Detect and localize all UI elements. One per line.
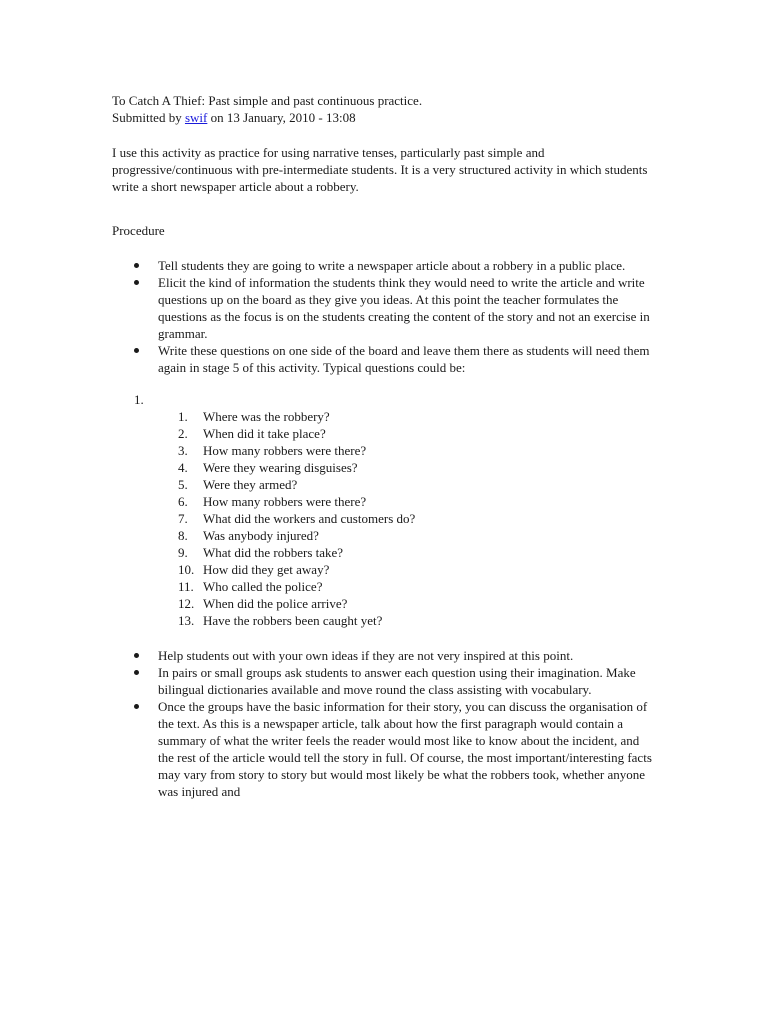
question-item — [178, 595, 718, 612]
question-text: Have the robbers been caught yet? — [203, 613, 383, 628]
question-number: 6. — [178, 494, 188, 509]
author-link[interactable]: swif — [184, 110, 208, 125]
question-number: 8. — [178, 528, 188, 543]
list-item — [112, 698, 652, 800]
question-number: 2. — [178, 426, 188, 441]
question-item — [178, 510, 718, 527]
list-item-text: In pairs or small groups ask students to answer each question using their imagination. Make bilingual dictionaries available and move round the class assisting with vocabulary. — [158, 665, 636, 697]
question-text: Was anybody injured? — [203, 528, 319, 543]
question-number: 13. — [178, 613, 195, 628]
question-text: Who called the police? — [203, 579, 323, 594]
question-text: How many robbers were there? — [203, 443, 367, 458]
question-text: How many robbers were there? — [203, 494, 367, 509]
question-item — [178, 408, 718, 425]
question-text: Were they armed? — [203, 477, 298, 492]
list-item — [112, 257, 652, 274]
list-item-text: Tell students they are going to write a newspaper article about a robbery in a public place. — [158, 258, 626, 273]
questions-list — [178, 408, 718, 629]
question-number: 12. — [178, 596, 195, 611]
question-number: 7. — [178, 511, 188, 526]
list-item — [112, 342, 652, 376]
question-item — [178, 459, 718, 476]
bullet-icon — [134, 348, 139, 353]
question-number: 4. — [178, 460, 188, 475]
page-title: To Catch A Thief: Past simple and past continuous practice. — [112, 93, 423, 108]
list-item-text: Once the groups have the basic information for their story, you can discuss the organisation of the text. As this is a newspaper article, talk about how the first paragraph would contain a summary of what the writer feels the reader would most like to know about the incident, and the rest of the article would tell the story in full. Of course, the most important/interesting facts may vary from story to story but would most likely be what the robbers took, whether anyone was injured and — [158, 699, 652, 799]
question-item — [178, 476, 718, 493]
list-item — [112, 664, 652, 698]
bullet-icon — [134, 704, 139, 709]
question-item — [178, 425, 718, 442]
bullet-icon — [134, 263, 139, 268]
submitted-prefix: Submitted by — [112, 110, 185, 125]
bullet-icon — [134, 653, 139, 658]
list-item — [112, 647, 652, 664]
question-text: What did the workers and customers do? — [203, 511, 416, 526]
document-body — [112, 92, 652, 800]
intro-paragraph: I use this activity as practice for using narrative tenses, particularly past simple and progressive/continuous with pre-intermediate students. It is a very structured activity in which students write a short newspaper article about a robbery. — [112, 145, 648, 194]
question-text: What did the robbers take? — [203, 545, 344, 560]
question-number: 10. — [178, 562, 195, 577]
list-item-text: Write these questions on one side of the board and leave them there as students will need them again in stage 5 of this activity. Typical questions could be: — [158, 343, 650, 375]
question-item — [178, 561, 718, 578]
question-item — [178, 612, 718, 629]
list-item — [112, 274, 652, 342]
question-number: 3. — [178, 443, 188, 458]
question-item — [178, 544, 718, 561]
question-number: 11. — [178, 579, 194, 594]
question-item — [178, 578, 718, 595]
question-item — [178, 493, 718, 510]
question-number: 9. — [178, 545, 188, 560]
question-item — [178, 527, 718, 544]
question-number: 5. — [178, 477, 188, 492]
procedure-heading: Procedure — [112, 223, 165, 238]
question-text: When did the police arrive? — [203, 596, 348, 611]
question-item — [178, 442, 718, 459]
procedure-list — [112, 257, 652, 376]
bullet-icon — [134, 670, 139, 675]
question-text: How did they get away? — [203, 562, 330, 577]
submitted-date: on 13 January, 2010 - 13:08 — [207, 110, 356, 125]
question-text: Where was the robbery? — [203, 409, 330, 424]
outer-numbered-item — [112, 391, 652, 629]
submitted-line — [112, 109, 652, 126]
question-number: 1. — [178, 409, 188, 424]
question-text: Were they wearing disguises? — [203, 460, 358, 475]
list-item-text: Elicit the kind of information the students think they would need to write the article and write questions up on the board as they give you ideas. At this point the teacher formulates the questions as the focus is on the students creating the content of the story and not an exercise in grammar. — [158, 275, 650, 341]
bullet-icon — [134, 280, 139, 285]
later-steps-list — [112, 647, 652, 800]
question-text: When did it take place? — [203, 426, 326, 441]
outer-number: 1. — [134, 392, 144, 407]
list-item-text: Help students out with your own ideas if they are not very inspired at this point. — [158, 648, 574, 663]
